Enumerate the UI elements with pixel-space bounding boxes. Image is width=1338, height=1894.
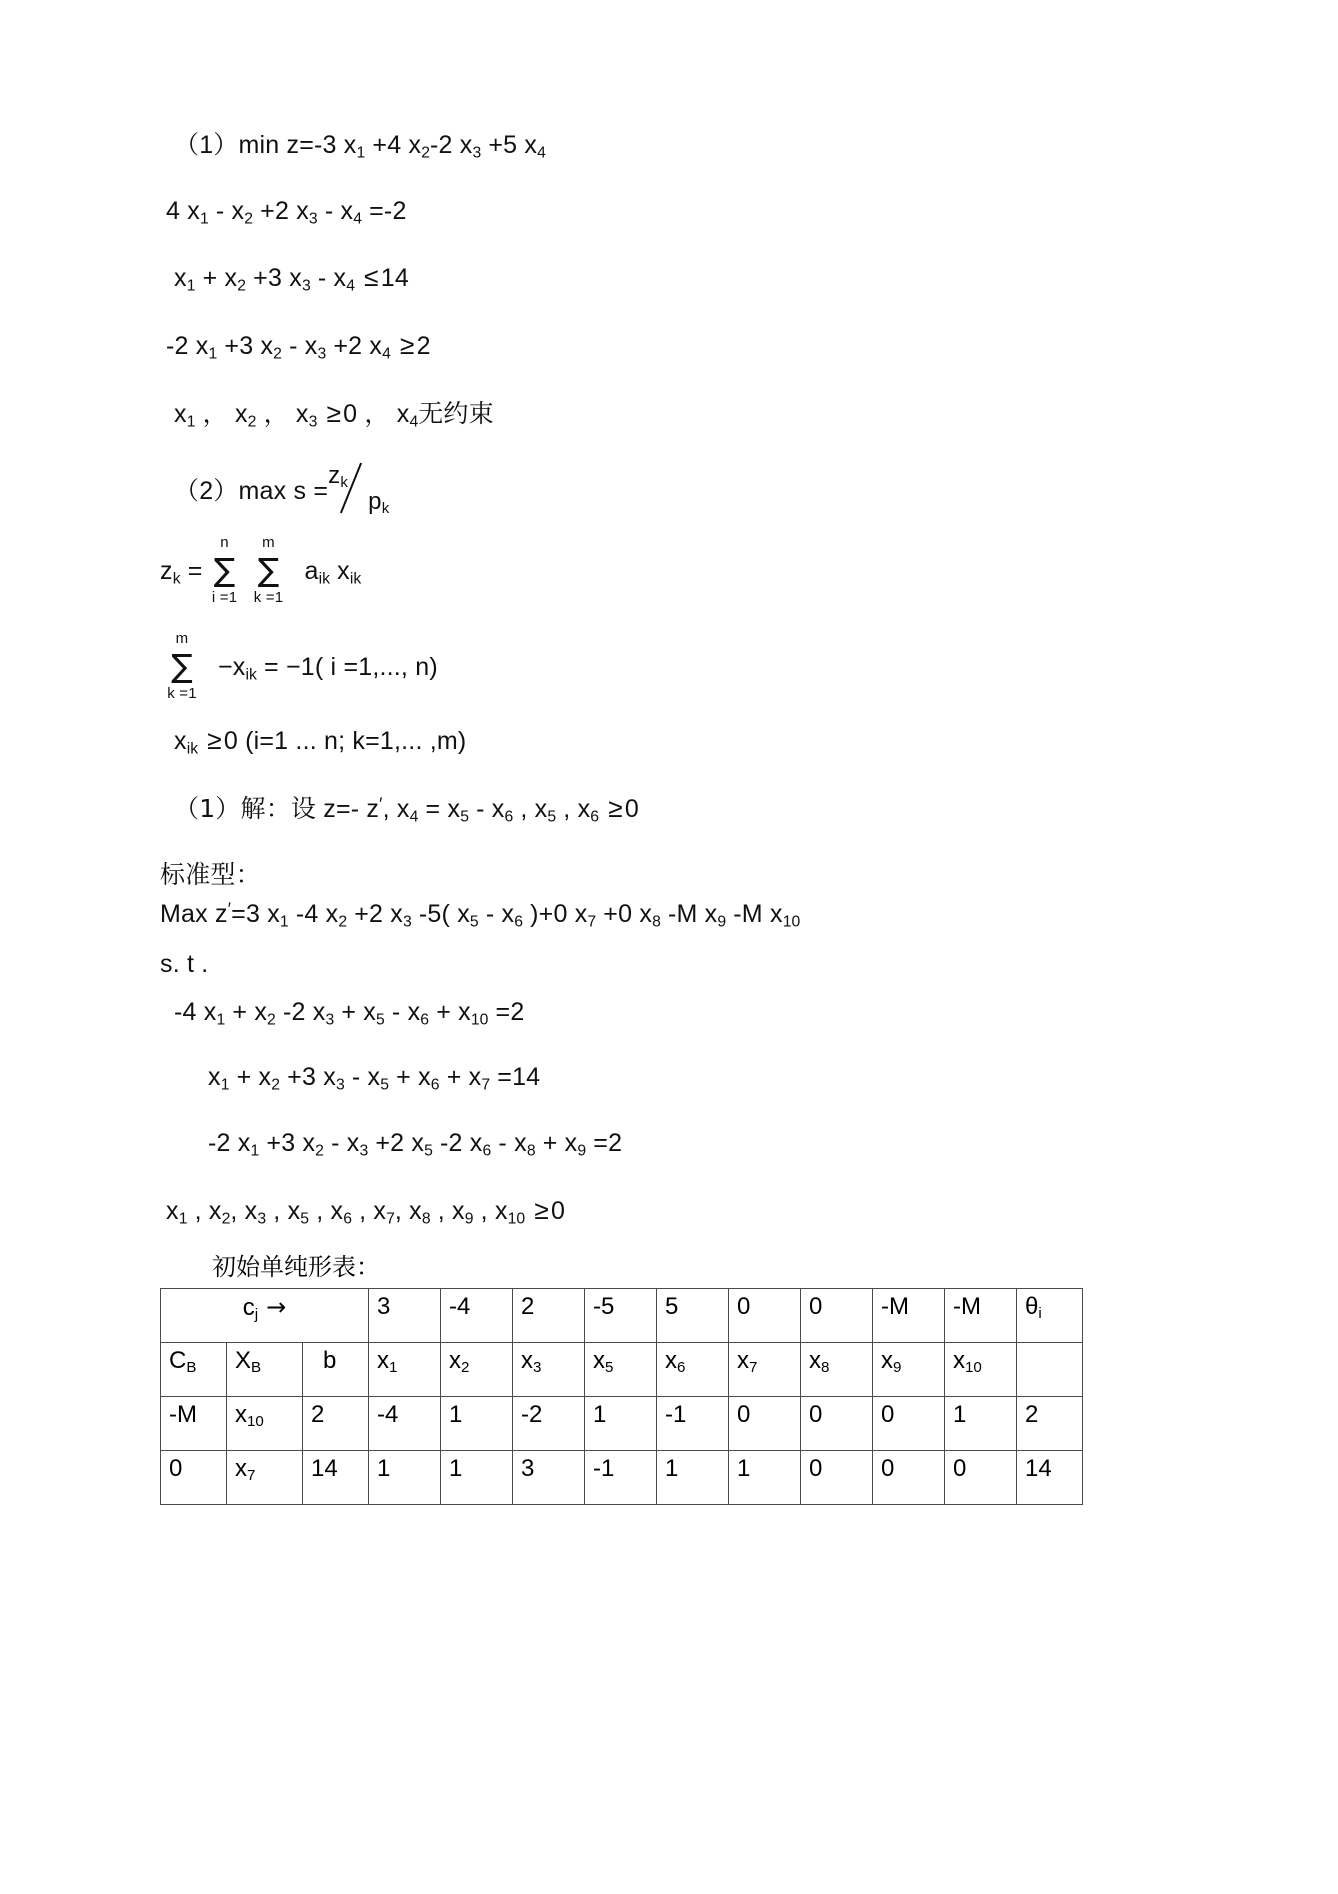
right-arrow-icon: →	[266, 1293, 287, 1322]
b-header-cell	[303, 1343, 369, 1397]
var-header-cell	[513, 1343, 585, 1397]
cj-value-cell	[513, 1289, 585, 1343]
var-header-text: $x_1$	[377, 1347, 398, 1377]
problem-1-constraint-1-text: 4 $x_1 - x_2 +2$ $x_3 - x_4 =-2$	[166, 196, 407, 228]
problem-1-constraint-3	[160, 331, 1180, 363]
var-header-cell	[801, 1343, 873, 1397]
problem-2-constraint	[160, 629, 1180, 706]
zk-lhs: $z_k$ =	[160, 556, 203, 587]
summation-constraint-upper: m	[175, 630, 189, 648]
row-coeff-text: 0	[809, 1401, 823, 1429]
row-coeff-text: -1	[593, 1455, 615, 1483]
row-b-cell	[303, 1397, 369, 1451]
row-b-text: 2	[311, 1401, 325, 1429]
summation-inner-upper: m	[262, 533, 275, 551]
problem-1-nonnegativity-text: $x_1$ ， $x_2$ ， $x_3 \ge 0$ ， $x_4$无约束	[174, 397, 494, 431]
row-coeff-cell	[873, 1397, 945, 1451]
row-theta-text: 2	[1025, 1401, 1039, 1429]
table-caption: 初始单纯形表：	[212, 1253, 380, 1282]
theta-blank-cell	[1017, 1343, 1083, 1397]
subject-to-label	[160, 951, 1180, 979]
zk-rhs: $a_{ik}$ $x_{ik}$	[304, 556, 362, 587]
var-header-cell	[729, 1343, 801, 1397]
var-header-cell	[657, 1343, 729, 1397]
row-cb-text: -M	[169, 1401, 197, 1429]
row-coeff-text: 1	[737, 1455, 751, 1483]
cj-value-text: -4	[449, 1293, 471, 1321]
problem-1-objective-text: （1）min z=-3 $x_1 +4$ $x_2-2$ $x_3 +5$ $x_4$	[174, 131, 546, 162]
row-coeff-cell	[585, 1397, 657, 1451]
cj-value-text: -M	[881, 1293, 909, 1321]
cj-value-cell	[585, 1289, 657, 1343]
cj-value-cell	[801, 1289, 873, 1343]
summation-constraint-lower: k =1	[167, 685, 197, 703]
row-coeff-text: 1	[665, 1455, 679, 1483]
var-header-text: $x_{10}$	[953, 1347, 982, 1377]
row-coeff-cell	[369, 1451, 441, 1505]
cj-label-cell	[161, 1289, 369, 1343]
var-header-cell	[441, 1343, 513, 1397]
row-coeff-text: -1	[665, 1401, 687, 1429]
standard-constraint-1-text: -4 $x_1 + x_2$ -2 $x_3 + x_5 - x_6 + x_{10} =2$	[174, 997, 525, 1028]
summation-outer-lower: i =1	[211, 588, 238, 606]
problem-1-objective	[160, 132, 1180, 162]
problem-2-objective-prefix: （2）max s =	[174, 476, 329, 505]
row-theta-cell	[1017, 1451, 1083, 1505]
row-coeff-text: 0	[737, 1401, 751, 1429]
cj-value-cell	[873, 1289, 945, 1343]
problem-1-constraint-1	[160, 198, 1180, 228]
sigma-icon: ∑	[213, 550, 236, 589]
cj-value-text: 2	[521, 1293, 535, 1321]
var-header-text: $x_6$	[665, 1347, 686, 1377]
row-coeff-cell	[441, 1397, 513, 1451]
row-coeff-text: 1	[449, 1455, 463, 1483]
cj-value-text: 3	[377, 1293, 391, 1321]
cj-value-text: 0	[809, 1293, 823, 1321]
row-coeff-text: 1	[449, 1401, 463, 1429]
summation-outer-upper: n	[220, 533, 229, 551]
row-coeff-text: -4	[377, 1401, 399, 1429]
row-coeff-cell	[585, 1451, 657, 1505]
row-xb-cell	[227, 1451, 303, 1505]
cb-header-cell	[161, 1343, 227, 1397]
row-coeff-text: -2	[521, 1401, 543, 1429]
row-coeff-text: 0	[809, 1455, 823, 1483]
cj-value-cell	[657, 1289, 729, 1343]
row-b-text: 14	[311, 1455, 338, 1483]
row-coeff-cell	[945, 1451, 1017, 1505]
row-coeff-text: 0	[953, 1455, 967, 1483]
row-coeff-text: 1	[593, 1401, 607, 1429]
standard-form-label	[160, 861, 1180, 890]
row-b-cell	[303, 1451, 369, 1505]
var-header-text: $x_9$	[881, 1347, 902, 1377]
table-row	[161, 1451, 1083, 1505]
problem-2-nonnegativity	[160, 726, 1180, 758]
standard-constraint-3-text: -2 $x_1 +3$ $x_2 - x_3 +2$ $x_5$ -2 $x_6 - x_8 + x_9 =2$	[208, 1128, 623, 1160]
row-coeff-cell	[801, 1397, 873, 1451]
max-objective-line	[160, 900, 1180, 931]
standard-constraint-2	[160, 1064, 1180, 1094]
cb-header-text: $C_B$	[169, 1347, 197, 1377]
var-header-cell	[945, 1343, 1017, 1397]
row-coeff-cell	[441, 1451, 513, 1505]
row-coeff-cell	[369, 1397, 441, 1451]
document-body	[160, 132, 1180, 1505]
row-coeff-cell	[513, 1451, 585, 1505]
problem-1-constraint-2	[160, 263, 1180, 295]
row-xb-text: $x_7$	[235, 1455, 256, 1485]
cj-value-cell	[729, 1289, 801, 1343]
row-cb-cell	[161, 1451, 227, 1505]
fraction-numerator: $z_k$	[328, 461, 348, 491]
row-cb-text: 0	[169, 1455, 183, 1483]
row-coeff-cell	[729, 1397, 801, 1451]
row-coeff-cell	[513, 1397, 585, 1451]
row-theta-cell	[1017, 1397, 1083, 1451]
problem-2-constraint-body: $-x_{ik} = -1$( i =1,..., n)	[218, 653, 438, 684]
var-header-cell	[369, 1343, 441, 1397]
var-header-text: $x_3$	[521, 1347, 542, 1377]
cj-value-cell	[369, 1289, 441, 1343]
max-objective-text: Max z′=3 $x_1$ -4 $x_2 +2$ $x_3$ -5( $x_5 - x_6$ )+0 $x_7 +0$ $x_8$ -M $x_9$ -M $x_{10}$	[160, 898, 801, 931]
var-header-cell	[585, 1343, 657, 1397]
table-row-cj	[161, 1289, 1083, 1343]
row-coeff-cell	[801, 1451, 873, 1505]
table-row-header	[161, 1343, 1083, 1397]
problem-1-constraint-4	[160, 399, 1180, 431]
row-coeff-cell	[873, 1451, 945, 1505]
row-coeff-text: 3	[521, 1455, 535, 1483]
standard-nonnegativity-text: $x_1$ , $x_2$, $x_3$ , $x_5$ , $x_6$ , $x_7$, $x_8$ , $x_9$ , $x_{10} \ge 0$	[166, 1194, 566, 1228]
row-coeff-text: 0	[881, 1455, 895, 1483]
standard-constraint-2-text: $x_1 + x_2 +3$ $x_3 - x_5 + x_6 + x_7 =14$	[208, 1063, 541, 1094]
summation-constraint	[163, 630, 201, 703]
theta-header-cell	[1017, 1289, 1083, 1343]
row-coeff-cell	[657, 1397, 729, 1451]
cj-value-text: 0	[737, 1293, 751, 1321]
xb-header-text: $X_B$	[235, 1347, 262, 1377]
row-xb-text: $x_{10}$	[235, 1401, 264, 1431]
cj-value-text: -5	[593, 1293, 615, 1321]
problem-1-constraint-3-text: -2 $x_1 +3$ $x_2 - x_3 +2$ $x_4 \ge 2$	[166, 330, 431, 363]
standard-constraint-3	[160, 1130, 1180, 1160]
cj-value-text: -M	[953, 1293, 981, 1321]
initial-simplex-tableau	[160, 1288, 1083, 1505]
row-cb-cell	[161, 1397, 227, 1451]
summation-inner-lower: k =1	[253, 588, 284, 606]
var-header-cell	[873, 1343, 945, 1397]
problem-2-zk-definition	[160, 533, 1180, 610]
summation-inner	[250, 533, 288, 606]
ratio-fraction	[328, 461, 404, 517]
problem-2-objective	[160, 461, 1180, 517]
var-header-text: $x_7$	[737, 1347, 758, 1377]
row-coeff-text: 1	[953, 1401, 967, 1429]
b-header-text: b	[323, 1347, 337, 1375]
row-coeff-text: 0	[881, 1401, 895, 1429]
sigma-icon: ∑	[171, 647, 193, 686]
row-xb-cell	[227, 1397, 303, 1451]
standard-nonnegativity	[160, 1196, 1180, 1228]
problem-1-constraint-2-text: $x_1 + x_2 +3$ $x_3 - x_4 \le 14$	[174, 262, 409, 295]
row-coeff-cell	[657, 1451, 729, 1505]
xb-header-cell	[227, 1343, 303, 1397]
var-header-text: $x_2$	[449, 1347, 470, 1377]
theta-header-text: $\theta_i$	[1025, 1293, 1042, 1323]
standard-constraint-1	[160, 999, 1180, 1029]
summation-outer	[206, 533, 244, 606]
table-row	[161, 1397, 1083, 1451]
standard-form-label-text: 标准型：	[160, 860, 261, 890]
row-theta-text: 14	[1025, 1455, 1052, 1483]
solution-intro	[160, 794, 1180, 826]
cj-value-text: 5	[665, 1293, 679, 1321]
row-coeff-cell	[729, 1451, 801, 1505]
sigma-icon: ∑	[257, 550, 280, 589]
cj-value-cell	[945, 1289, 1017, 1343]
problem-2-nonnegativity-text: $x_{ik} \ge 0$ (i=1 ... n; k=1,... ,m)	[174, 725, 467, 758]
row-coeff-cell	[945, 1397, 1017, 1451]
cj-label-text: $c_j$	[242, 1294, 259, 1324]
var-header-text: $x_8$	[809, 1347, 830, 1377]
row-coeff-text: 1	[377, 1455, 391, 1483]
cj-value-cell	[441, 1289, 513, 1343]
solution-intro-text: （1）解：设 z=- z′, $x_4 = x_5 - x_6$ , $x_5$ , $x_6 \ge 0$	[174, 792, 639, 826]
subject-to-label-text: s. t .	[160, 950, 209, 979]
var-header-text: $x_5$	[593, 1347, 614, 1377]
fraction-denominator: $p_k$	[368, 487, 390, 517]
